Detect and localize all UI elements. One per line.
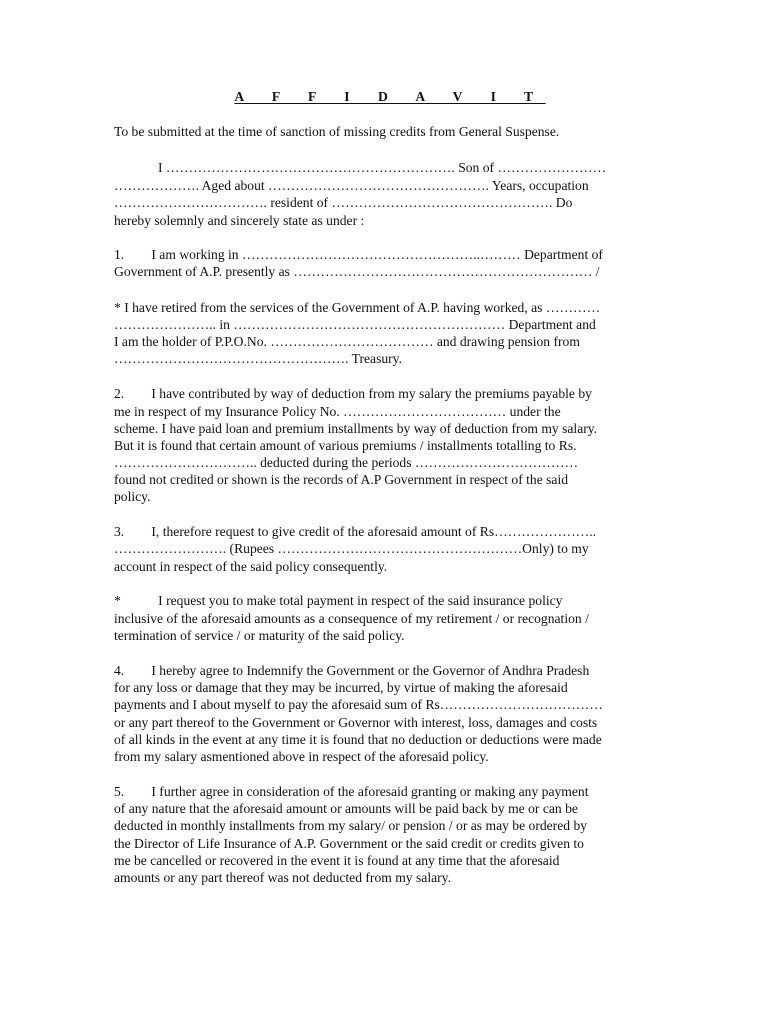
- declaration-line: hereby solemnly and sincerely state as under :: [114, 213, 365, 228]
- retired-line: * I have retired from the services of the Government of A.P. having worked, as …………: [114, 300, 601, 315]
- para2-line: scheme. I have paid loan and premium installments by way of deduction from my salary.: [114, 421, 598, 436]
- payment-request-line: inclusive of the aforesaid amounts as a consequence of my retirement / or recognation /: [114, 611, 589, 626]
- para5-line: the Director of Life Insurance of A.P. Government or the said credit or credits given to: [114, 836, 584, 851]
- para4-line: or any part thereof to the Government or Governor with interest, loss, damages and costs: [114, 715, 598, 730]
- para4-line: 4. I hereby agree to Indemnify the Government or the Governor of Andhra Pradesh: [114, 663, 590, 678]
- declaration-line: ………………. Aged about …………………………………………. Years, occupation: [114, 178, 589, 193]
- para5-line: me be cancelled or recovered in the event it is found at any time that the aforesaid: [114, 853, 560, 868]
- para2-line: me in respect of my Insurance Policy No. ……………………………… under the: [114, 404, 561, 419]
- para4-line: of all kinds in the event at any time it is found that no deduction or deductions were made: [114, 732, 602, 747]
- para5-line: of any nature that the aforesaid amount or amounts will be paid back by me or can be: [114, 801, 578, 816]
- retired-line: I am the holder of P.P.O.No. ……………………………… and drawing pension from: [114, 334, 580, 349]
- para1-line: 1. I am working in ……………………………………………..……… Department of: [114, 247, 603, 262]
- intro-text: To be submitted at the time of sanction of missing credits from General Suspense.: [114, 124, 560, 139]
- para4-line: from my salary asmentioned above in respect of the aforesaid policy.: [114, 749, 489, 764]
- para3-line: 3. I, therefore request to give credit of the aforesaid amount of Rs…………………..: [114, 524, 597, 539]
- para5-line: amounts or any part thereof was not deducted from my salary.: [114, 870, 451, 885]
- payment-request-line: termination of service / or maturity of the said policy.: [114, 628, 405, 643]
- document-title: A F F I D A V I T: [234, 89, 546, 104]
- para3-line: ……………………. (Rupees ………………………………………………Only) to my: [114, 541, 589, 556]
- retired-line: ……………………………………………. Treasury.: [114, 351, 402, 366]
- para2-line: policy.: [114, 489, 151, 504]
- para2-line: found not credited or shown is the records of A.P Government in respect of the said: [114, 472, 569, 487]
- declaration-line: I ………………………………………………………. Son of ……………………: [158, 160, 607, 175]
- declaration-line: ……………………………. resident of …………………………………………. Do: [114, 195, 573, 210]
- para2-line: ………………………….. deducted during the periods ………………………………: [114, 455, 579, 470]
- para2-line: But it is found that certain amount of various premiums / installments totalling to Rs.: [114, 438, 577, 453]
- para4-line: payments and I about myself to pay the aforesaid sum of Rs………………………………: [114, 697, 603, 712]
- payment-request-line: * I request you to make total payment in respect of the said insurance policy: [114, 593, 563, 608]
- para1-line: Government of A.P. presently as ………………………………………………………… /: [114, 264, 600, 279]
- para5-line: 5. I further agree in consideration of the aforesaid granting or making any payment: [114, 784, 589, 799]
- retired-line: ………………….. in …………………………………………………… Department and: [114, 317, 596, 332]
- para5-line: deducted in monthly installments from my salary/ or pension / or as may be ordered by: [114, 818, 588, 833]
- para4-line: for any loss or damage that they may be incurred, by virtue of making the aforesaid: [114, 680, 568, 695]
- para2-line: 2. I have contributed by way of deduction from my salary the premiums payable by: [114, 386, 592, 401]
- para3-line: account in respect of the said policy consequently.: [114, 559, 388, 574]
